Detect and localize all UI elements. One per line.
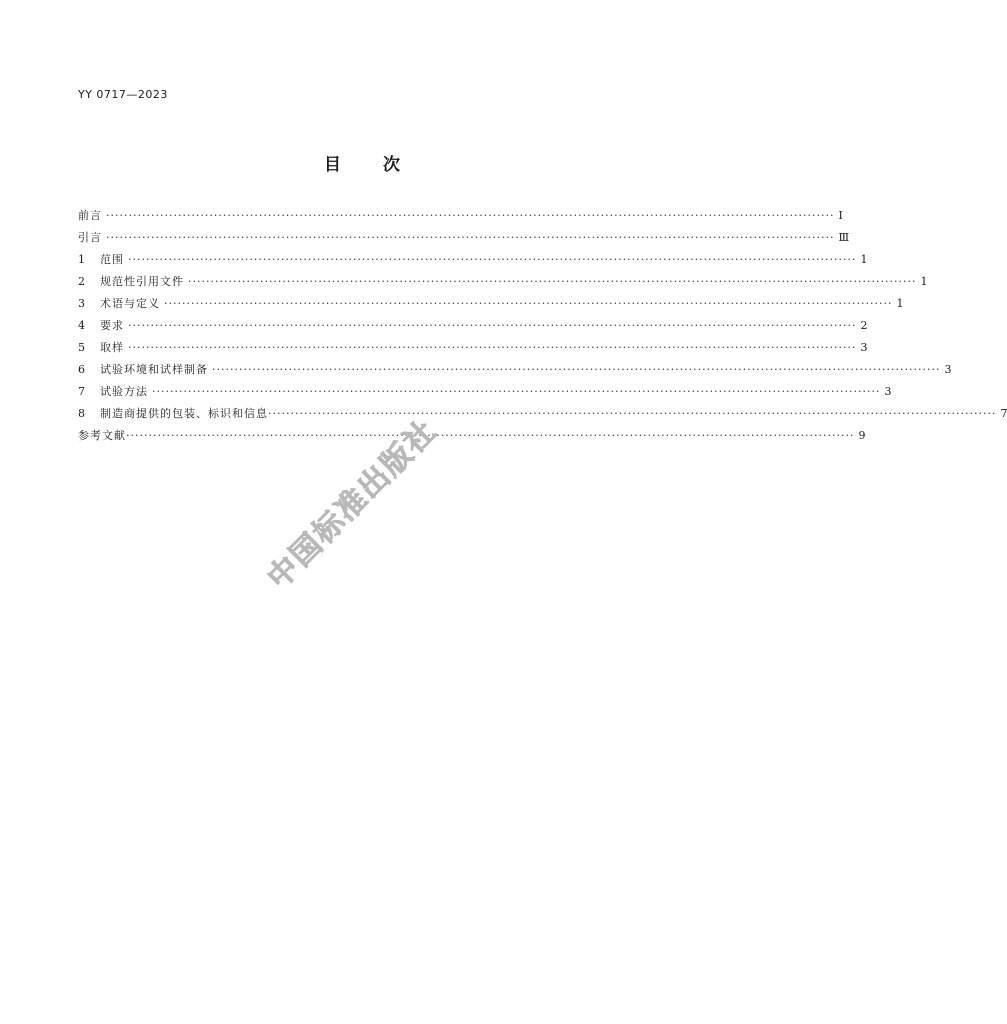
toc-section-number: 2 — [78, 275, 85, 288]
toc-page-number: 2 — [860, 319, 868, 332]
toc-page-number: 3 — [944, 363, 952, 376]
table-of-contents — [78, 205, 1007, 447]
standard-number: YY 0717—2023 — [78, 88, 168, 101]
toc-entry-normative-references[interactable] — [78, 271, 928, 293]
toc-entry-requirements[interactable] — [78, 315, 868, 337]
title-char-1: 目 — [324, 155, 341, 175]
toc-leader-dots: ·································································································································································· — [188, 275, 917, 288]
toc-entry-label: 要求 — [100, 319, 124, 332]
toc-section-number: 4 — [78, 319, 85, 332]
toc-page-number: Ⅲ — [838, 231, 850, 244]
toc-section-number: 5 — [78, 341, 85, 354]
toc-entry-label: 试验环境和试样制备 — [100, 363, 208, 376]
toc-section-number: 3 — [78, 297, 85, 310]
toc-leader-dots: ·································································································································································· — [128, 341, 857, 354]
toc-entry-scope[interactable] — [78, 249, 868, 271]
toc-page-number: 1 — [920, 275, 928, 288]
toc-page-number: Ⅰ — [838, 209, 843, 222]
toc-entry-label: 术语与定义 — [100, 297, 160, 310]
toc-page-number: 1 — [860, 253, 868, 266]
toc-entry-label: 范围 — [100, 253, 124, 266]
toc-section-number: 7 — [78, 385, 85, 398]
toc-page-number: 3 — [884, 385, 892, 398]
toc-entry-sampling[interactable] — [78, 337, 868, 359]
toc-entry-test-environment[interactable] — [78, 359, 952, 381]
toc-leader-dots: ·································································································································································· — [128, 319, 857, 332]
toc-entry-introduction[interactable] — [78, 227, 850, 249]
toc-section-number: 8 — [78, 407, 85, 420]
toc-section-number: 1 — [78, 253, 85, 266]
toc-entry-label: 取样 — [100, 341, 124, 354]
page-title — [0, 150, 724, 175]
toc-leader-dots: ·································································································································································· — [106, 231, 835, 244]
toc-entry-packaging[interactable] — [78, 403, 1007, 425]
toc-entry-bibliography[interactable] — [78, 425, 866, 447]
toc-leader-dots: ·································································································································································· — [152, 385, 881, 398]
toc-leader-dots: ·································································································································································· — [106, 209, 835, 222]
toc-page-number: 9 — [858, 429, 866, 442]
toc-entry-label: 制造商提供的包装、标识和信息 — [100, 407, 268, 420]
toc-page-number: 1 — [896, 297, 904, 310]
toc-entry-label: 前言 — [78, 209, 102, 222]
toc-leader-dots: ·································································································································································· — [268, 407, 997, 420]
toc-leader-dots: ·································································································································································· — [212, 363, 941, 376]
toc-leader-dots: ·································································································································································· — [126, 429, 855, 442]
toc-entry-label: 参考文献 — [78, 429, 126, 442]
toc-entry-label: 规范性引用文件 — [100, 275, 184, 288]
title-char-2: 次 — [383, 155, 400, 175]
toc-page-number: 3 — [860, 341, 868, 354]
toc-entry-terms[interactable] — [78, 293, 904, 315]
toc-entry-foreword[interactable] — [78, 205, 843, 227]
toc-page-number: 7 — [1000, 407, 1007, 420]
toc-leader-dots: ·································································································································································· — [164, 297, 893, 310]
toc-entry-test-methods[interactable] — [78, 381, 892, 403]
toc-leader-dots: ·································································································································································· — [128, 253, 857, 266]
toc-section-number: 6 — [78, 363, 85, 376]
publisher-watermark: 中国标准出版社 — [260, 412, 445, 597]
toc-entry-label: 引言 — [78, 231, 102, 244]
toc-entry-label: 试验方法 — [100, 385, 148, 398]
